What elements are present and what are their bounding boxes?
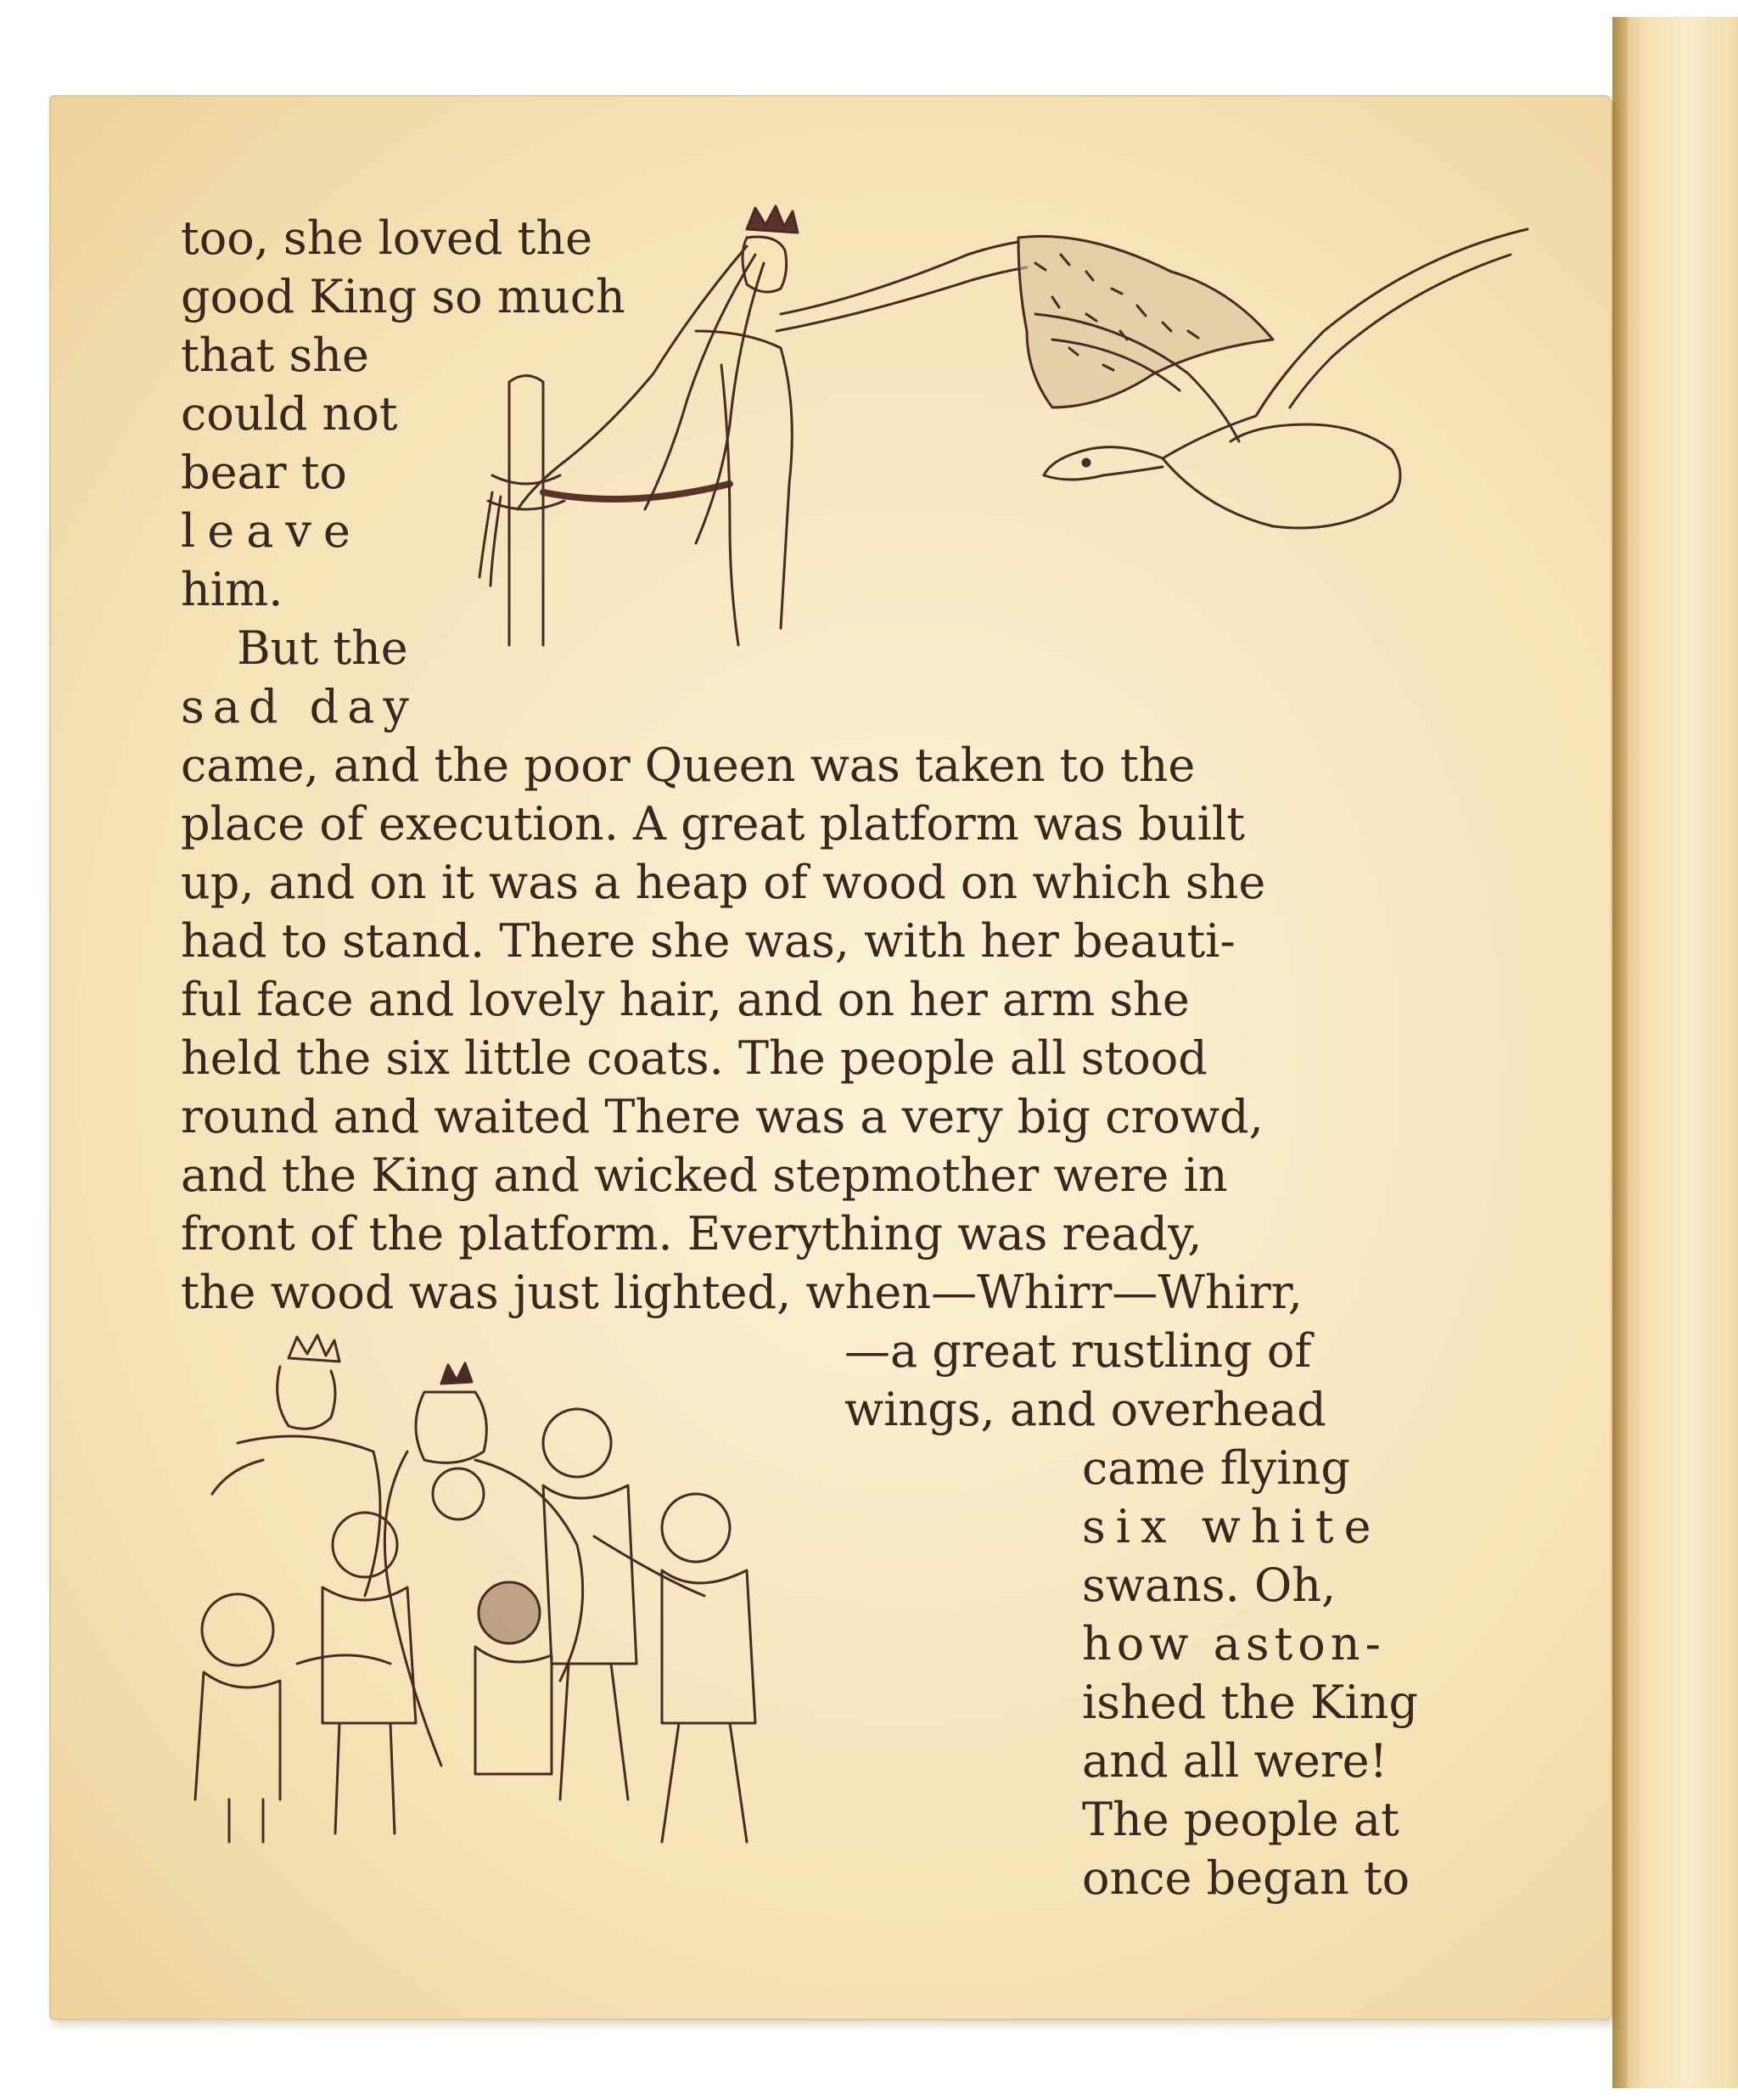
- text-line-6: [181, 504, 429, 558]
- book-spine: [1612, 17, 1738, 2088]
- text-line-28: [1082, 1793, 1437, 1846]
- line-content: too, she loved the: [181, 211, 593, 265]
- line-content: leave: [181, 504, 362, 558]
- line-content: ful face and lovely hair, and on her arm she: [181, 973, 1190, 1026]
- text-line-21: [844, 1383, 1437, 1436]
- text-line-4: [181, 387, 429, 441]
- line-content: him.: [181, 563, 283, 616]
- line-content: wings, and overhead: [844, 1383, 1326, 1436]
- text-line-7: [181, 563, 429, 616]
- text-line-27: [1082, 1734, 1437, 1788]
- line-content: six white: [1082, 1500, 1382, 1553]
- text-line-29: [1082, 1851, 1437, 1905]
- text-line-12: [181, 856, 1437, 909]
- line-content: round and waited There was a very big crowd,: [181, 1090, 1264, 1143]
- line-content: how aston-: [1082, 1617, 1386, 1670]
- line-content: once began to: [1082, 1851, 1410, 1905]
- text-line-13: [181, 914, 1437, 968]
- line-content: sad day: [181, 680, 418, 733]
- text-line-9: [181, 680, 429, 733]
- line-content: held the six little coats. The people all stood: [181, 1031, 1208, 1085]
- text-line-10: [181, 738, 1437, 792]
- line-content: The people at: [1082, 1793, 1399, 1846]
- line-content: good King so much: [181, 270, 625, 323]
- line-content: and the King and wicked stepmother were in: [181, 1148, 1228, 1202]
- line-content: ished the King: [1082, 1676, 1419, 1729]
- line-content: and all were!: [1082, 1734, 1388, 1788]
- text-line-18: [181, 1207, 1437, 1261]
- text-line-22: [1082, 1441, 1437, 1495]
- line-content: swans. Oh,: [1082, 1558, 1337, 1612]
- line-content: place of execution. A great platform was built: [181, 797, 1245, 851]
- text-line-25: [1082, 1617, 1437, 1670]
- text-line-11: [181, 797, 1437, 851]
- text-line-15: [181, 1031, 1437, 1085]
- text-line-5: [181, 446, 429, 499]
- text-line-20: [844, 1324, 1437, 1378]
- line-content: came, and the poor Queen was taken to the: [181, 738, 1196, 792]
- text-line-17: [181, 1148, 1437, 1202]
- line-content: that she: [181, 328, 369, 382]
- line-content: came flying: [1082, 1441, 1350, 1495]
- line-content: the wood was just lighted, when—Whirr—Whirr,: [181, 1266, 1303, 1319]
- line-content: had to stand. There she was, with her beauti-: [181, 914, 1236, 968]
- line-content: up, and on it was a heap of wood on which she: [181, 856, 1266, 909]
- line-content: bear to: [181, 446, 347, 499]
- text-line-14: [181, 973, 1437, 1026]
- line-content: could not: [181, 387, 398, 441]
- text-line-2: [181, 270, 664, 323]
- line-content: —a great rustling of: [844, 1324, 1312, 1378]
- line-content: front of the platform. Everything was ready,: [181, 1207, 1203, 1261]
- queen-and-six-brothers-illustration: [153, 1324, 933, 1850]
- text-line-26: [1082, 1676, 1437, 1729]
- spine-fold-shadow: [1612, 17, 1628, 2088]
- text-line-3: [181, 328, 429, 382]
- text-line-8: [237, 621, 429, 675]
- text-line-19: [181, 1266, 1437, 1319]
- line-content: But the: [237, 621, 408, 675]
- text-line-16: [181, 1090, 1437, 1143]
- text-line-23: [1082, 1500, 1437, 1553]
- text-line-1: [181, 211, 664, 265]
- text-line-24: [1082, 1558, 1437, 1612]
